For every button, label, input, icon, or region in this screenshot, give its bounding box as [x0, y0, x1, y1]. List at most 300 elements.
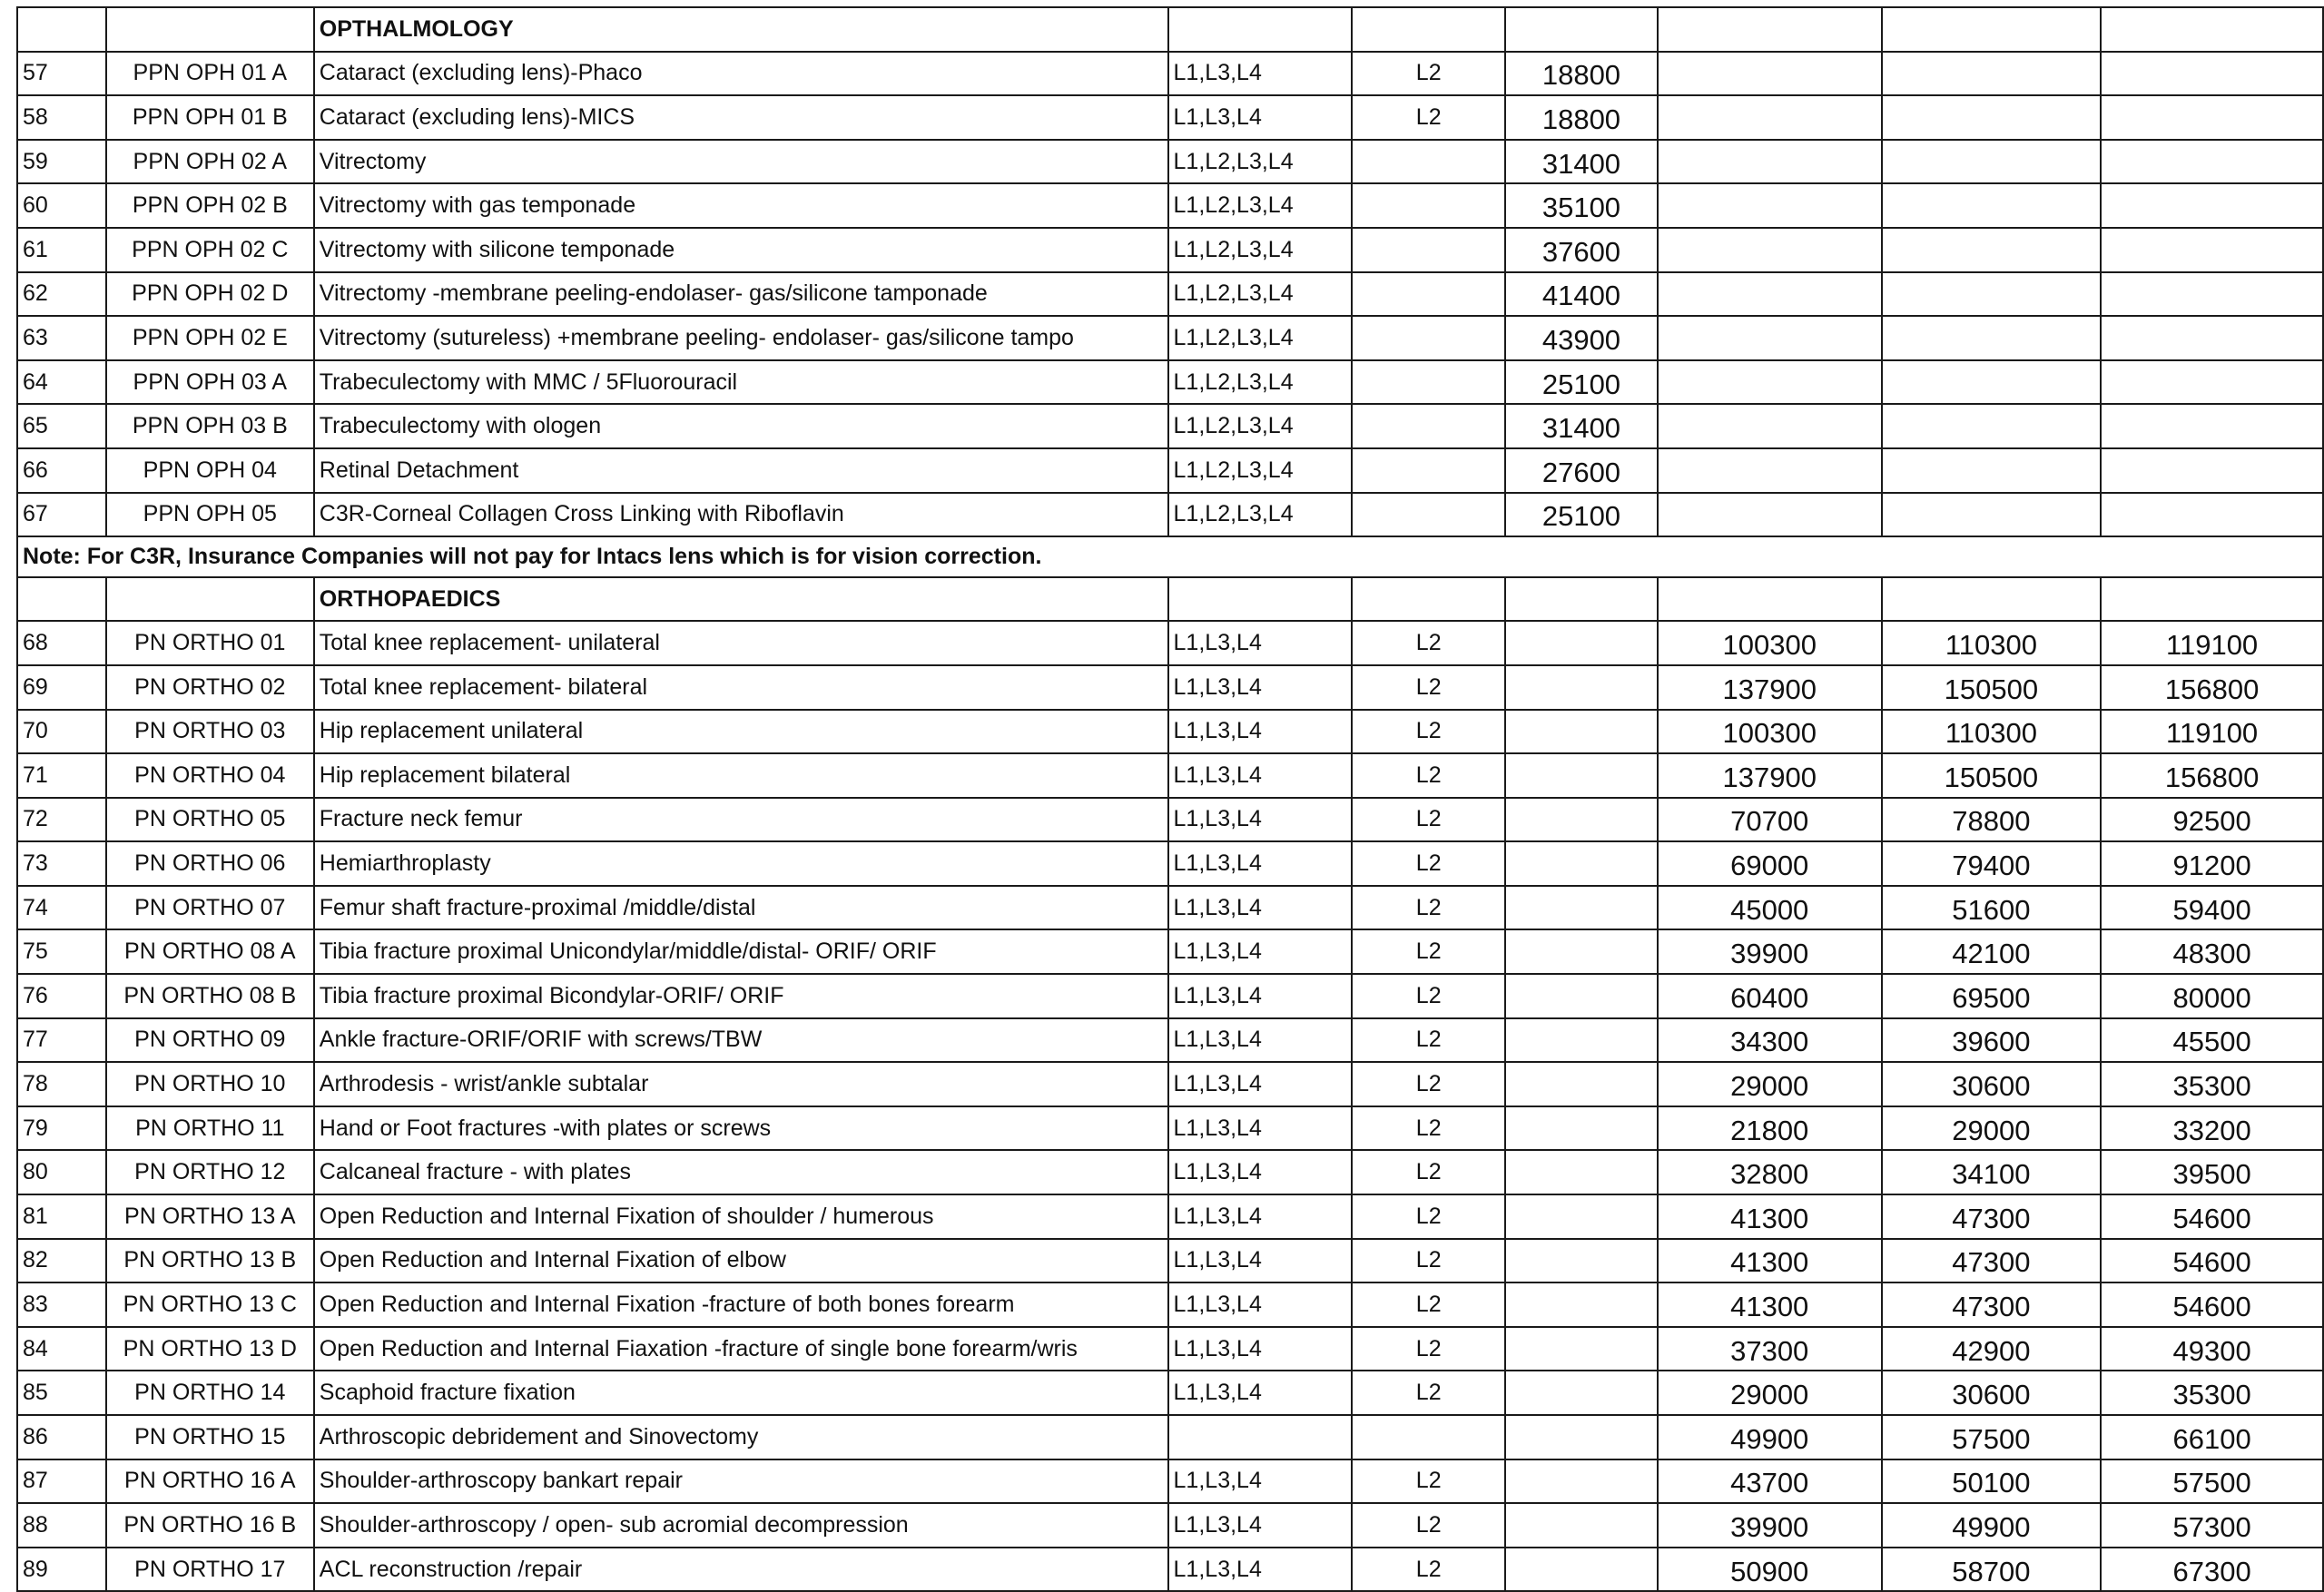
serial-number-cell: 76 — [17, 974, 106, 1018]
levels-cell: L1,L3,L4 — [1168, 841, 1353, 886]
procedure-name-cell: Calcaneal fracture - with plates — [314, 1150, 1168, 1194]
rate-cell: 41400 — [1505, 272, 1658, 317]
rate-tier2-cell: 110300 — [1882, 621, 2102, 665]
section-note: Note: For C3R, Insurance Companies will not pay for Intacs lens which is for vision correction. — [17, 536, 2323, 577]
table-row — [17, 493, 2323, 537]
rate-cell — [1505, 1018, 1658, 1063]
rate-tier1-cell: 39900 — [1658, 1503, 1882, 1548]
levels-cell: L1,L3,L4 — [1168, 974, 1353, 1018]
l2-cell: L2 — [1352, 1062, 1505, 1106]
rate-tier2-cell: 29000 — [1882, 1106, 2102, 1151]
rate-tier3-cell — [2101, 493, 2323, 537]
serial-number-cell: 68 — [17, 621, 106, 665]
package-code-cell: PPN OPH 02 C — [106, 228, 314, 272]
rate-tier3-cell: 54600 — [2101, 1239, 2323, 1283]
table-row — [17, 710, 2323, 754]
empty-cell — [1352, 7, 1505, 52]
serial-number-cell: 75 — [17, 929, 106, 974]
rate-tier3-cell: 92500 — [2101, 798, 2323, 842]
package-code-cell: PN ORTHO 14 — [106, 1371, 314, 1415]
table-row — [17, 621, 2323, 665]
note-row — [17, 536, 2323, 577]
rate-tier1-cell: 137900 — [1658, 753, 1882, 798]
serial-number-cell: 85 — [17, 1371, 106, 1415]
rate-tier3-cell: 59400 — [2101, 886, 2323, 930]
levels-cell: L1,L3,L4 — [1168, 1062, 1353, 1106]
package-code-cell: PN ORTHO 04 — [106, 753, 314, 798]
rate-tier1-cell: 34300 — [1658, 1018, 1882, 1063]
levels-cell: L1,L3,L4 — [1168, 798, 1353, 842]
procedure-name-cell: Hand or Foot fractures -with plates or screws — [314, 1106, 1168, 1151]
rate-tier2-cell — [1882, 316, 2102, 360]
rate-cell: 35100 — [1505, 183, 1658, 228]
rate-cell — [1505, 929, 1658, 974]
empty-cell — [1882, 577, 2102, 622]
levels-cell: L1,L3,L4 — [1168, 665, 1353, 710]
rate-tier3-cell: 57500 — [2101, 1459, 2323, 1504]
procedure-name-cell: Open Reduction and Internal Fixation -fracture of both bones forearm — [314, 1282, 1168, 1327]
table-row — [17, 1194, 2323, 1239]
empty-cell — [106, 7, 314, 52]
l2-cell: L2 — [1352, 841, 1505, 886]
rate-tier3-cell: 91200 — [2101, 841, 2323, 886]
levels-cell: L1,L3,L4 — [1168, 753, 1353, 798]
empty-cell — [1352, 577, 1505, 622]
rate-tier1-cell: 137900 — [1658, 665, 1882, 710]
l2-cell: L2 — [1352, 1150, 1505, 1194]
table-row — [17, 841, 2323, 886]
rate-table-body — [17, 7, 2323, 1591]
rate-tier3-cell — [2101, 272, 2323, 317]
l2-cell: L2 — [1352, 1194, 1505, 1239]
rate-cell — [1505, 621, 1658, 665]
section-title: OPTHALMOLOGY — [314, 7, 1168, 52]
rate-tier1-cell — [1658, 52, 1882, 96]
empty-cell — [1168, 577, 1353, 622]
rate-cell — [1505, 886, 1658, 930]
l2-cell: L2 — [1352, 1327, 1505, 1371]
l2-cell — [1352, 316, 1505, 360]
section-header-row — [17, 577, 2323, 622]
package-code-cell: PN ORTHO 13 B — [106, 1239, 314, 1283]
levels-cell: L1,L3,L4 — [1168, 710, 1353, 754]
table-row — [17, 1548, 2323, 1592]
package-code-cell: PN ORTHO 03 — [106, 710, 314, 754]
package-code-cell: PPN OPH 03 B — [106, 404, 314, 448]
rate-cell — [1505, 1371, 1658, 1415]
rate-tier3-cell — [2101, 316, 2323, 360]
rate-tier3-cell — [2101, 140, 2323, 184]
rate-cell — [1505, 1062, 1658, 1106]
procedure-name-cell: Arthrodesis - wrist/ankle subtalar — [314, 1062, 1168, 1106]
rate-tier1-cell: 41300 — [1658, 1282, 1882, 1327]
levels-cell: L1,L2,L3,L4 — [1168, 448, 1353, 493]
table-row — [17, 665, 2323, 710]
serial-number-cell: 59 — [17, 140, 106, 184]
l2-cell: L2 — [1352, 710, 1505, 754]
l2-cell: L2 — [1352, 1548, 1505, 1592]
levels-cell: L1,L3,L4 — [1168, 1327, 1353, 1371]
levels-cell: L1,L3,L4 — [1168, 1371, 1353, 1415]
serial-number-cell: 67 — [17, 493, 106, 537]
table-row — [17, 448, 2323, 493]
rate-tier1-cell: 45000 — [1658, 886, 1882, 930]
levels-cell: L1,L2,L3,L4 — [1168, 183, 1353, 228]
levels-cell: L1,L2,L3,L4 — [1168, 272, 1353, 317]
rate-tier2-cell: 34100 — [1882, 1150, 2102, 1194]
l2-cell: L2 — [1352, 1282, 1505, 1327]
package-code-cell: PN ORTHO 16 A — [106, 1459, 314, 1504]
rate-tier2-cell — [1882, 404, 2102, 448]
l2-cell — [1352, 1415, 1505, 1459]
l2-cell — [1352, 228, 1505, 272]
package-code-cell: PPN OPH 05 — [106, 493, 314, 537]
rate-tier3-cell: 35300 — [2101, 1062, 2323, 1106]
rate-cell: 18800 — [1505, 52, 1658, 96]
rate-tier2-cell — [1882, 493, 2102, 537]
rate-cell — [1505, 1282, 1658, 1327]
rate-tier1-cell — [1658, 316, 1882, 360]
package-code-cell: PN ORTHO 08 B — [106, 974, 314, 1018]
rate-tier1-cell: 50900 — [1658, 1548, 1882, 1592]
rate-tier1-cell — [1658, 272, 1882, 317]
rate-tier3-cell: 33200 — [2101, 1106, 2323, 1151]
rate-tier2-cell: 57500 — [1882, 1415, 2102, 1459]
package-code-cell: PPN OPH 01 A — [106, 52, 314, 96]
table-row — [17, 1327, 2323, 1371]
rate-tier2-cell — [1882, 52, 2102, 96]
rate-tier1-cell: 70700 — [1658, 798, 1882, 842]
package-code-cell: PN ORTHO 17 — [106, 1548, 314, 1592]
package-code-cell: PN ORTHO 11 — [106, 1106, 314, 1151]
serial-number-cell: 63 — [17, 316, 106, 360]
rate-tier2-cell: 150500 — [1882, 665, 2102, 710]
l2-cell — [1352, 272, 1505, 317]
rate-tier2-cell — [1882, 183, 2102, 228]
rate-cell — [1505, 841, 1658, 886]
table-row — [17, 1062, 2323, 1106]
rate-cell: 27600 — [1505, 448, 1658, 493]
empty-cell — [1658, 7, 1882, 52]
rate-cell — [1505, 974, 1658, 1018]
l2-cell: L2 — [1352, 1459, 1505, 1504]
package-code-cell: PN ORTHO 16 B — [106, 1503, 314, 1548]
rate-tier3-cell: 45500 — [2101, 1018, 2323, 1063]
levels-cell: L1,L3,L4 — [1168, 1503, 1353, 1548]
serial-number-cell: 77 — [17, 1018, 106, 1063]
l2-cell: L2 — [1352, 621, 1505, 665]
serial-number-cell: 82 — [17, 1239, 106, 1283]
table-row — [17, 1459, 2323, 1504]
package-code-cell: PN ORTHO 13 D — [106, 1327, 314, 1371]
rate-tier3-cell: 54600 — [2101, 1194, 2323, 1239]
levels-cell: L1,L3,L4 — [1168, 621, 1353, 665]
l2-cell: L2 — [1352, 665, 1505, 710]
l2-cell: L2 — [1352, 1503, 1505, 1548]
serial-number-cell: 62 — [17, 272, 106, 317]
procedure-name-cell: Retinal Detachment — [314, 448, 1168, 493]
rate-cell — [1505, 1194, 1658, 1239]
serial-number-cell: 79 — [17, 1106, 106, 1151]
rate-cell — [1505, 1106, 1658, 1151]
serial-number-cell: 64 — [17, 360, 106, 405]
serial-number-cell: 57 — [17, 52, 106, 96]
levels-cell: L1,L3,L4 — [1168, 95, 1353, 140]
rate-tier2-cell: 69500 — [1882, 974, 2102, 1018]
rate-tier2-cell: 30600 — [1882, 1371, 2102, 1415]
procedure-name-cell: Trabeculectomy with ologen — [314, 404, 1168, 448]
rate-cell: 25100 — [1505, 360, 1658, 405]
l2-cell: L2 — [1352, 95, 1505, 140]
rate-tier2-cell: 78800 — [1882, 798, 2102, 842]
procedure-name-cell: Cataract (excluding lens)-MICS — [314, 95, 1168, 140]
table-row — [17, 886, 2323, 930]
l2-cell — [1352, 448, 1505, 493]
rate-tier2-cell: 39600 — [1882, 1018, 2102, 1063]
rate-tier3-cell: 48300 — [2101, 929, 2323, 974]
procedure-name-cell: Open Reduction and Internal Fiaxation -fracture of single bone forearm/wris — [314, 1327, 1168, 1371]
package-code-cell: PPN OPH 02 B — [106, 183, 314, 228]
rate-tier3-cell — [2101, 404, 2323, 448]
levels-cell: L1,L2,L3,L4 — [1168, 140, 1353, 184]
l2-cell: L2 — [1352, 1018, 1505, 1063]
table-row — [17, 360, 2323, 405]
rate-tier1-cell: 100300 — [1658, 621, 1882, 665]
table-row — [17, 404, 2323, 448]
table-row — [17, 1415, 2323, 1459]
table-row — [17, 1106, 2323, 1151]
levels-cell: L1,L2,L3,L4 — [1168, 404, 1353, 448]
rate-tier2-cell — [1882, 95, 2102, 140]
serial-number-cell: 65 — [17, 404, 106, 448]
l2-cell — [1352, 404, 1505, 448]
procedure-name-cell: Total knee replacement- unilateral — [314, 621, 1168, 665]
serial-number-cell: 89 — [17, 1548, 106, 1592]
package-code-cell: PPN OPH 02 D — [106, 272, 314, 317]
package-code-cell: PN ORTHO 07 — [106, 886, 314, 930]
empty-cell — [2101, 577, 2323, 622]
table-row — [17, 1239, 2323, 1283]
procedure-name-cell: Hip replacement bilateral — [314, 753, 1168, 798]
empty-cell — [106, 577, 314, 622]
package-code-cell: PPN OPH 02 E — [106, 316, 314, 360]
serial-number-cell: 78 — [17, 1062, 106, 1106]
serial-number-cell: 61 — [17, 228, 106, 272]
rate-cell: 25100 — [1505, 493, 1658, 537]
procedure-name-cell: Ankle fracture-ORIF/ORIF with screws/TBW — [314, 1018, 1168, 1063]
rate-tier1-cell: 29000 — [1658, 1062, 1882, 1106]
package-code-cell: PPN OPH 02 A — [106, 140, 314, 184]
rate-tier1-cell — [1658, 228, 1882, 272]
package-code-cell: PN ORTHO 15 — [106, 1415, 314, 1459]
empty-cell — [17, 7, 106, 52]
rate-cell — [1505, 798, 1658, 842]
rate-tier3-cell: 119100 — [2101, 621, 2323, 665]
l2-cell: L2 — [1352, 1239, 1505, 1283]
l2-cell: L2 — [1352, 886, 1505, 930]
procedure-name-cell: Fracture neck femur — [314, 798, 1168, 842]
rate-tier1-cell — [1658, 448, 1882, 493]
serial-number-cell: 81 — [17, 1194, 106, 1239]
procedure-name-cell: ACL reconstruction /repair — [314, 1548, 1168, 1592]
package-code-cell: PN ORTHO 08 A — [106, 929, 314, 974]
procedure-name-cell: Hip replacement unilateral — [314, 710, 1168, 754]
levels-cell: L1,L3,L4 — [1168, 1194, 1353, 1239]
procedure-name-cell: Total knee replacement- bilateral — [314, 665, 1168, 710]
levels-cell: L1,L3,L4 — [1168, 52, 1353, 96]
procedure-name-cell: Tibia fracture proximal Bicondylar-ORIF/ ORIF — [314, 974, 1168, 1018]
rate-tier3-cell: 66100 — [2101, 1415, 2323, 1459]
section-title: ORTHOPAEDICS — [314, 577, 1168, 622]
l2-cell: L2 — [1352, 52, 1505, 96]
package-code-cell: PN ORTHO 01 — [106, 621, 314, 665]
rate-tier2-cell — [1882, 140, 2102, 184]
rate-tier2-cell: 79400 — [1882, 841, 2102, 886]
levels-cell: L1,L3,L4 — [1168, 886, 1353, 930]
rate-cell — [1505, 1150, 1658, 1194]
table-row — [17, 228, 2323, 272]
procedure-name-cell: Cataract (excluding lens)-Phaco — [314, 52, 1168, 96]
package-code-cell: PPN OPH 04 — [106, 448, 314, 493]
serial-number-cell: 69 — [17, 665, 106, 710]
procedure-name-cell: Vitrectomy with gas temponade — [314, 183, 1168, 228]
empty-cell — [1658, 577, 1882, 622]
table-row — [17, 1371, 2323, 1415]
rate-tier3-cell: 35300 — [2101, 1371, 2323, 1415]
table-row — [17, 140, 2323, 184]
rate-tier3-cell — [2101, 52, 2323, 96]
procedure-name-cell: Scaphoid fracture fixation — [314, 1371, 1168, 1415]
package-code-cell: PPN OPH 01 B — [106, 95, 314, 140]
empty-cell — [1505, 7, 1658, 52]
rate-tier1-cell: 60400 — [1658, 974, 1882, 1018]
procedure-name-cell: Vitrectomy with silicone temponade — [314, 228, 1168, 272]
table-row — [17, 929, 2323, 974]
rate-tier1-cell: 43700 — [1658, 1459, 1882, 1504]
levels-cell: L1,L3,L4 — [1168, 1459, 1353, 1504]
package-code-cell: PN ORTHO 13 A — [106, 1194, 314, 1239]
procedure-name-cell: Trabeculectomy with MMC / 5Fluorouracil — [314, 360, 1168, 405]
serial-number-cell: 71 — [17, 753, 106, 798]
rate-tier1-cell: 41300 — [1658, 1239, 1882, 1283]
rate-tier1-cell: 41300 — [1658, 1194, 1882, 1239]
serial-number-cell: 80 — [17, 1150, 106, 1194]
rate-tier2-cell: 47300 — [1882, 1194, 2102, 1239]
package-code-cell: PN ORTHO 06 — [106, 841, 314, 886]
rate-cell — [1505, 1459, 1658, 1504]
empty-cell — [1505, 577, 1658, 622]
procedure-name-cell: C3R-Corneal Collagen Cross Linking with Riboflavin — [314, 493, 1168, 537]
procedure-name-cell: Vitrectomy (sutureless) +membrane peeling- endolaser- gas/silicone tampo — [314, 316, 1168, 360]
rate-cell: 43900 — [1505, 316, 1658, 360]
serial-number-cell: 70 — [17, 710, 106, 754]
serial-number-cell: 58 — [17, 95, 106, 140]
rate-tier3-cell — [2101, 183, 2323, 228]
empty-cell — [1168, 7, 1353, 52]
rate-tier3-cell: 156800 — [2101, 753, 2323, 798]
rate-cell — [1505, 1239, 1658, 1283]
package-code-cell: PPN OPH 03 A — [106, 360, 314, 405]
package-code-cell: PN ORTHO 13 C — [106, 1282, 314, 1327]
rate-tier2-cell: 51600 — [1882, 886, 2102, 930]
rate-tier2-cell: 30600 — [1882, 1062, 2102, 1106]
serial-number-cell: 83 — [17, 1282, 106, 1327]
levels-cell: L1,L3,L4 — [1168, 1106, 1353, 1151]
procedure-name-cell: Open Reduction and Internal Fixation of shoulder / humerous — [314, 1194, 1168, 1239]
levels-cell: L1,L2,L3,L4 — [1168, 316, 1353, 360]
rate-tier3-cell: 119100 — [2101, 710, 2323, 754]
procedure-name-cell: Arthroscopic debridement and Sinovectomy — [314, 1415, 1168, 1459]
table-row — [17, 316, 2323, 360]
rate-tier2-cell: 150500 — [1882, 753, 2102, 798]
rate-table — [16, 6, 2324, 1592]
rate-tier2-cell: 47300 — [1882, 1239, 2102, 1283]
serial-number-cell: 73 — [17, 841, 106, 886]
package-code-cell: PN ORTHO 05 — [106, 798, 314, 842]
rate-tier1-cell: 29000 — [1658, 1371, 1882, 1415]
levels-cell: L1,L3,L4 — [1168, 1239, 1353, 1283]
l2-cell: L2 — [1352, 974, 1505, 1018]
levels-cell: L1,L3,L4 — [1168, 929, 1353, 974]
rate-tier1-cell — [1658, 493, 1882, 537]
rate-tier1-cell — [1658, 404, 1882, 448]
table-row — [17, 95, 2323, 140]
rate-tier3-cell: 67300 — [2101, 1548, 2323, 1592]
rate-tier3-cell: 80000 — [2101, 974, 2323, 1018]
procedure-name-cell: Shoulder-arthroscopy / open- sub acromial decompression — [314, 1503, 1168, 1548]
serial-number-cell: 66 — [17, 448, 106, 493]
table-row — [17, 272, 2323, 317]
rate-tier1-cell: 49900 — [1658, 1415, 1882, 1459]
rate-tier1-cell: 69000 — [1658, 841, 1882, 886]
serial-number-cell: 60 — [17, 183, 106, 228]
rate-tier3-cell — [2101, 448, 2323, 493]
table-row — [17, 52, 2323, 96]
rate-tier1-cell — [1658, 360, 1882, 405]
rate-tier2-cell: 47300 — [1882, 1282, 2102, 1327]
table-row — [17, 1150, 2323, 1194]
rate-tier2-cell — [1882, 448, 2102, 493]
l2-cell: L2 — [1352, 1106, 1505, 1151]
serial-number-cell: 72 — [17, 798, 106, 842]
package-code-cell: PN ORTHO 10 — [106, 1062, 314, 1106]
l2-cell — [1352, 493, 1505, 537]
procedure-name-cell: Open Reduction and Internal Fixation of elbow — [314, 1239, 1168, 1283]
levels-cell: L1,L2,L3,L4 — [1168, 493, 1353, 537]
l2-cell — [1352, 360, 1505, 405]
package-code-cell: PN ORTHO 09 — [106, 1018, 314, 1063]
rate-tier1-cell — [1658, 140, 1882, 184]
l2-cell — [1352, 140, 1505, 184]
procedure-name-cell: Vitrectomy -membrane peeling-endolaser- gas/silicone tamponade — [314, 272, 1168, 317]
rate-cell — [1505, 1327, 1658, 1371]
rate-tier2-cell — [1882, 360, 2102, 405]
rate-cell — [1505, 753, 1658, 798]
levels-cell: L1,L3,L4 — [1168, 1150, 1353, 1194]
levels-cell — [1168, 1415, 1353, 1459]
rate-tier1-cell: 32800 — [1658, 1150, 1882, 1194]
procedure-name-cell: Shoulder-arthroscopy bankart repair — [314, 1459, 1168, 1504]
rate-tier2-cell: 58700 — [1882, 1548, 2102, 1592]
procedure-name-cell: Tibia fracture proximal Unicondylar/middle/distal- ORIF/ ORIF — [314, 929, 1168, 974]
rate-cell: 31400 — [1505, 140, 1658, 184]
rate-cell — [1505, 1415, 1658, 1459]
table-row — [17, 974, 2323, 1018]
rate-tier3-cell: 156800 — [2101, 665, 2323, 710]
rate-tier2-cell — [1882, 272, 2102, 317]
l2-cell: L2 — [1352, 1371, 1505, 1415]
table-row — [17, 798, 2323, 842]
